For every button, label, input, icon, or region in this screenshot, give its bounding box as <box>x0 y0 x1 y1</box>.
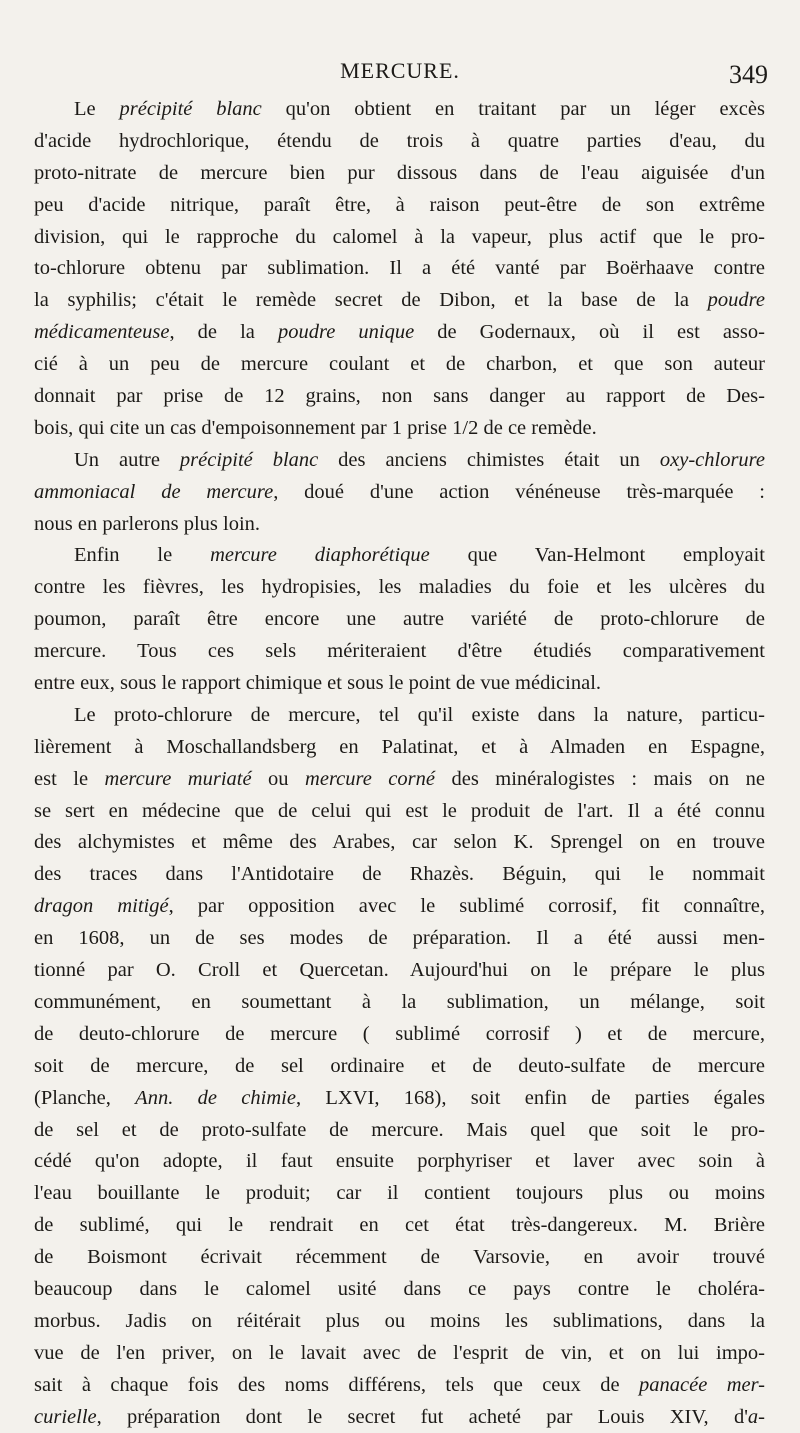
text-line <box>34 1402 765 1433</box>
text-line <box>34 891 765 923</box>
text-line <box>34 253 765 285</box>
text-line <box>34 1274 765 1306</box>
italic-text: poudre <box>707 289 765 312</box>
text-line <box>34 1115 765 1147</box>
text-segment: soit de mercure, de sel ordinaire et de deuto-sulfate de mercure <box>34 1054 765 1077</box>
italic-text: dragon mitigé <box>34 895 169 918</box>
text-segment: des anciens chimistes était un <box>318 448 660 471</box>
text-line <box>34 1178 765 1210</box>
text-line <box>34 445 765 477</box>
italic-text: Ann. de chimie <box>135 1086 296 1109</box>
text-line <box>34 955 765 987</box>
text-segment: mercure. Tous ces sels mériteraient d'être étudiés comparativement <box>34 640 765 663</box>
text-line <box>34 1306 765 1338</box>
text-segment: Enfin le <box>74 544 211 567</box>
text-line <box>34 1338 765 1370</box>
text-segment: ou <box>251 767 306 790</box>
text-segment: cédé qu'on adopte, il faut ensuite porphyriser et laver avec soin à <box>34 1150 765 1173</box>
text-line <box>34 158 765 190</box>
running-head <box>0 58 800 92</box>
text-line <box>34 764 765 796</box>
text-line <box>34 477 765 509</box>
text-line <box>34 413 765 445</box>
text-segment: sait à chaque fois des noms différens, tels que ceux de <box>34 1373 640 1396</box>
body-text <box>34 94 765 1433</box>
text-segment: de deuto-chlorure de mercure ( sublimé corrosif ) et de mercure, <box>34 1022 765 1045</box>
text-segment: (Planche, <box>34 1086 136 1109</box>
text-segment: bois, qui cite un cas d'empoisonnement par 1 prise 1/2 de ce remède. <box>34 416 597 439</box>
text-line <box>34 732 765 764</box>
text-line <box>34 604 765 636</box>
text-line <box>34 349 765 381</box>
text-segment: vue de l'en priver, on le lavait avec de l'esprit de vin, et on lui impo- <box>34 1341 765 1364</box>
italic-text: ammoniacal de mercure <box>34 480 274 503</box>
italic-text: médicamenteuse <box>34 321 170 344</box>
text-line <box>34 923 765 955</box>
italic-text: mercure diaphorétique <box>210 544 430 567</box>
page-number: 349 <box>729 60 768 89</box>
text-line <box>34 1242 765 1274</box>
text-segment: qu'on obtient en traitant par un léger excès <box>261 98 765 120</box>
text-segment: , par opposition avec le sublimé corrosif, fit connaître, <box>168 895 765 918</box>
text-segment: donnait par prise de 12 grains, non sans danger au rapport de Des- <box>34 385 765 408</box>
text-segment: morbus. Jadis on réitérait plus ou moins les sublimations, dans la <box>34 1309 765 1332</box>
text-segment: nous en parlerons plus loin. <box>34 512 261 535</box>
italic-text: oxy-chlorure <box>659 448 765 471</box>
text-segment: communément, en soumettant à la sublimation, un mélange, soit <box>34 990 765 1013</box>
text-line <box>34 668 765 700</box>
text-segment: des minéralogistes : mais on ne <box>435 767 765 790</box>
text-segment: beaucoup dans le calomel usité dans ce pays contre le choléra- <box>34 1277 765 1300</box>
text-line <box>34 636 765 668</box>
italic-text: a- <box>747 1405 765 1428</box>
text-line <box>34 126 765 158</box>
text-segment: , préparation dont le secret fut acheté par Louis XIV, d' <box>96 1405 748 1428</box>
text-segment: que Van-Helmont employait <box>429 544 765 567</box>
text-line <box>34 94 765 126</box>
text-segment: la syphilis; c'était le remède secret de Dibon, et la base de la <box>34 289 708 312</box>
text-segment: peu d'acide nitrique, paraît être, à raison peut-être de son extrême <box>34 193 765 216</box>
text-segment: cié à un peu de mercure coulant et de charbon, et que son auteur <box>34 353 765 376</box>
text-segment: , LXVI, 168), soit enfin de parties égales <box>295 1086 765 1109</box>
italic-text: précipité blanc <box>119 98 262 120</box>
text-segment: de sel et de proto-sulfate de mercure. Mais quel que soit le pro- <box>34 1118 765 1141</box>
text-segment: est le <box>34 767 105 790</box>
text-line <box>34 1051 765 1083</box>
italic-text: mercure muriaté <box>104 767 252 790</box>
text-line <box>34 222 765 254</box>
text-segment: en 1608, un de ses modes de préparation. Il a été aussi men- <box>34 927 765 950</box>
text-segment: se sert en médecine que de celui qui est le produit de l'art. Il a été connu <box>34 799 765 822</box>
text-line <box>34 285 765 317</box>
text-segment: division, qui le rapproche du calomel à la vapeur, plus actif que le pro- <box>34 225 765 248</box>
text-line <box>34 1019 765 1051</box>
text-line <box>34 317 765 349</box>
italic-text: curielle <box>34 1405 97 1428</box>
text-line <box>34 700 765 732</box>
text-segment: des alchymistes et même des Arabes, car selon K. Sprengel on en trouve <box>34 831 765 854</box>
text-line <box>34 572 765 604</box>
text-line <box>34 540 765 572</box>
text-line <box>34 1146 765 1178</box>
text-segment: contre les fièvres, les hydropisies, les maladies du foie et les ulcères du <box>34 576 765 599</box>
text-segment: Le proto-chlorure de mercure, tel qu'il existe dans la nature, particu- <box>74 703 765 726</box>
text-line <box>34 987 765 1019</box>
text-line <box>34 381 765 413</box>
text-segment: Le <box>74 98 120 120</box>
text-segment: to-chlorure obtenu par sublimation. Il a été vanté par Boërhaave contre <box>34 257 765 280</box>
text-segment: proto-nitrate de mercure bien pur dissous dans de l'eau aiguisée d'un <box>34 161 765 184</box>
text-line <box>34 1210 765 1242</box>
text-segment: Un autre <box>74 448 180 471</box>
text-line <box>34 827 765 859</box>
italic-text: précipité blanc <box>179 448 319 471</box>
text-segment: , de la <box>169 321 278 344</box>
text-segment: poumon, paraît être encore une autre variété de proto-chlorure de <box>34 608 765 631</box>
text-segment: des traces dans l'Antidotaire de Rhazès. Béguin, qui le nommait <box>34 863 765 886</box>
text-line <box>34 190 765 222</box>
text-line <box>34 796 765 828</box>
italic-text: panacée mer- <box>639 1373 765 1396</box>
text-line <box>34 509 765 541</box>
italic-text: poudre unique <box>277 321 415 344</box>
italic-text: mercure corné <box>305 767 435 790</box>
text-segment: de sublimé, qui le rendrait en cet état très-dangereux. M. Brière <box>34 1214 765 1237</box>
text-segment: d'acide hydrochlorique, étendu de trois à quatre parties d'eau, du <box>34 129 765 152</box>
text-segment: tionné par O. Croll et Quercetan. Aujourd'hui on le prépare le plus <box>34 959 765 982</box>
text-segment: de Boismont écrivait récemment de Varsovie, en avoir trouvé <box>34 1246 765 1269</box>
text-line <box>34 1370 765 1402</box>
text-segment: , doué d'une action vénéneuse très-marquée : <box>273 480 765 503</box>
running-title: MERCURE. <box>340 58 460 83</box>
text-segment: l'eau bouillante le produit; car il contient toujours plus ou moins <box>34 1182 765 1205</box>
text-segment: lièrement à Moschallandsberg en Palatinat, et à Almaden en Espagne, <box>34 735 765 758</box>
text-segment: de Godernaux, où il est asso- <box>414 321 765 344</box>
text-line <box>34 859 765 891</box>
text-segment: entre eux, sous le rapport chimique et sous le point de vue médicinal. <box>34 672 602 695</box>
text-line <box>34 1083 765 1115</box>
